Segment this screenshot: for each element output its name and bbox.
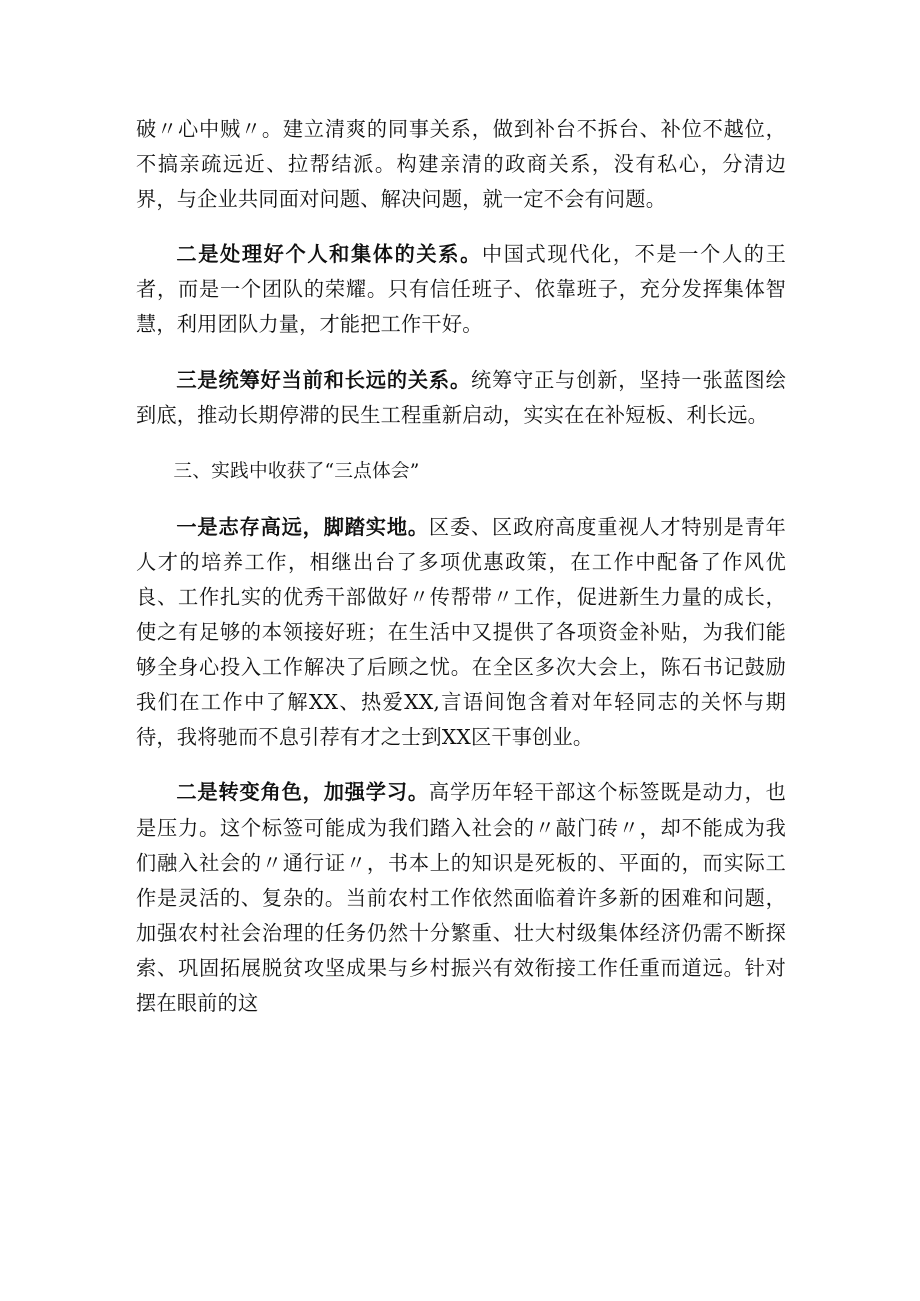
paragraph-ambition [136, 510, 786, 756]
paragraph-text: 中国式现代化，不是一个人的王者，而是一个团队的荣耀。只有信任班子、依靠班子，充分发挥集体智慧，利用团队力量，才能把工作干好。 [136, 242, 786, 337]
document-body [136, 112, 786, 1041]
paragraph-role-learning [136, 775, 786, 1021]
section-heading: 三、实践中收获了“三点体会” [173, 460, 420, 482]
paragraph-individual-collective [136, 237, 786, 342]
paragraph-continuation [136, 112, 786, 217]
paragraph-text: 破〃心中贼〃。建立清爽的同事关系，做到补台不拆台、补位不越位，不搞亲疏远近、拉帮结派。构建亲清的政商关系，没有私心，分清边界，与企业共同面对问题、解决问题，就一定不会有问题。 [136, 117, 786, 212]
paragraph-lead: 二是转变角色，加强学习。 [176, 780, 429, 805]
paragraph-lead: 一是志存高远，脚踏实地。 [176, 514, 429, 539]
paragraph-lead: 三是统筹好当前和长远的关系。 [176, 367, 471, 392]
paragraph-current-long-term [136, 363, 786, 433]
paragraph-text: 高学历年轻干部这个标签既是动力，也是压力。这个标签可能成为我们踏入社会的〃敲门砖〃，却不能成为我们融入社会的〃通行证〃，书本上的知识是死板的、平面的，而实际工作是灵活的、复杂的。当前农村工作依然面临着许多新的困难和问题，加强农村社会治理的任务仍然十分繁重、壮大村级集体经济仍需不断探索、巩固拓展脱贫攻坚成果与乡村振兴有效衔接工作任重而道远。针对摆在眼前的这 [136, 780, 787, 1015]
paragraph-lead: 二是处理好个人和集体的关系。 [176, 242, 482, 267]
paragraph-text: 区委、区政府高度重视人才特别是青年人才的培养工作，相继出台了多项优惠政策，在工作中配备了作风优良、工作扎实的优秀干部做好〃传帮带〃工作，促进新生力量的成长，使之有足够的本领接好班；在生活中又提供了各项资金补贴，为我们能够全身心投入工作解决了后顾之忧。在全区多次大会上，陈石书记鼓励我们在工作中了解XX、热爱XX,言语间饱含着对年轻同志的关怀与期待，我将驰而不息引荐有才之士到XX区干事创业。 [136, 514, 787, 750]
paragraph-text: 统筹守正与创新，坚持一张蓝图绘到底，推动长期停滞的民生工程重新启动，实实在在补短板、利长远。 [136, 367, 786, 427]
